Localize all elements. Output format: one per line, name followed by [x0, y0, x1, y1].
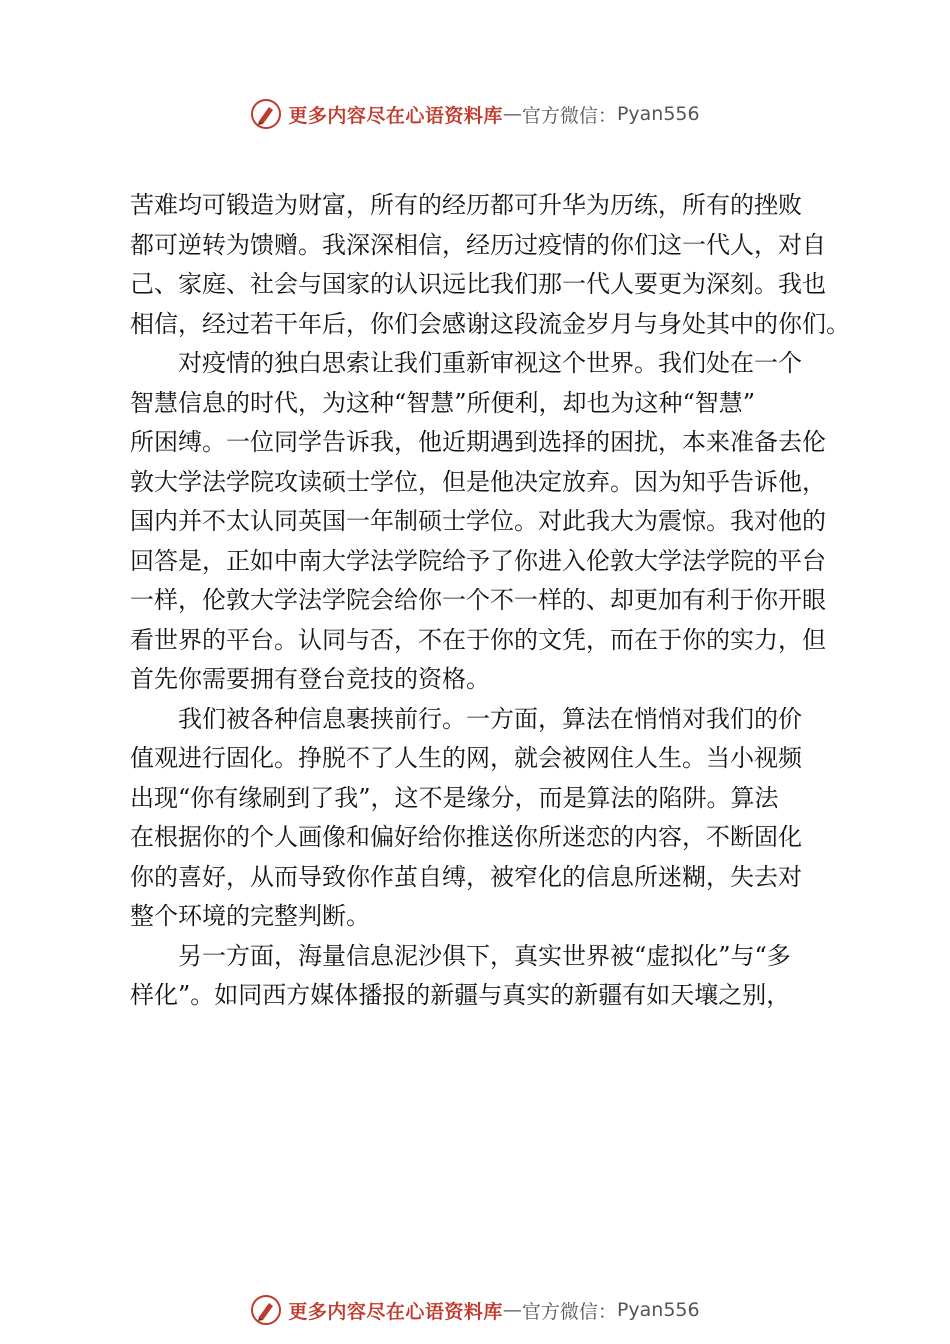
text-line: 看世界的平台。认同与否，不在于你的文凭，而在于你的实力，但 — [130, 625, 826, 654]
text-line: 回答是，正如中南大学法学院给予了你进入伦敦大学法学院的平台 — [130, 546, 826, 575]
pen-nib-icon — [250, 98, 282, 130]
text-line: 都可逆转为馈赠。我深深相信，经历过疫情的你们这一代人，对自 — [130, 230, 826, 259]
text-line: 整个环境的完整判断。 — [130, 902, 370, 930]
paragraph-start-line: 另一方面，海量信息泥沙俱下，真实世界被“虚拟化”与“多 — [178, 941, 791, 970]
paragraph-start-line: 对疫情的独白思索让我们重新审视这个世界。我们处在一个 — [178, 349, 802, 377]
text-line: 敦大学法学院攻读硕士学位，但是他决定放弃。因为知乎告诉他， — [130, 467, 826, 496]
text-line: 己、家庭、社会与国家的认识远比我们那一代人要更为深刻。我也 — [130, 270, 826, 298]
wechat-id: Pyan556 — [616, 103, 700, 125]
text-line: 在根据你的个人画像和偏好给你推送你所迷恋的内容，不断固化 — [130, 823, 802, 851]
text-line: 所困缚。一位同学告诉我，他近期遇到选择的困扰，本来准备去伦 — [130, 428, 826, 456]
text-line: 样化”。如同西方媒体播报的新疆与真实的新疆有如天壤之别， — [130, 981, 791, 1009]
footer-banner — [0, 1290, 950, 1330]
separator-dash: — — [502, 103, 522, 125]
text-line: 值观进行固化。挣脱不了人生的网，就会被网住人生。当小视频 — [130, 744, 802, 772]
pen-nib-icon — [250, 1294, 282, 1326]
text-line: 苦难均可锻造为财富，所有的经历都可升华为历练，所有的挫败 — [130, 191, 802, 219]
official-label: 官方微信： — [521, 104, 617, 127]
text-line: 你的喜好，从而导致你作茧自缚，被窄化的信息所迷糊，失去对 — [130, 862, 802, 891]
wechat-id: Pyan556 — [616, 1299, 700, 1321]
text-line: 国内并不太认同英国一年制硕士学位。对此我大为震惊。我对他的 — [130, 507, 826, 535]
separator-dash: — — [502, 1299, 522, 1321]
text-line: 出现“你有缘刷到了我”，这不是缘分，而是算法的陷阱。算法 — [130, 783, 779, 812]
text-line: 一样，伦敦大学法学院会给你一个不一样的、却更加有利于你开眼 — [130, 586, 826, 614]
brand-text: 更多内容尽在心语资料库 — [288, 1300, 503, 1323]
text-line: 相信，经过若干年后，你们会感谢这段流金岁月与身处其中的你们。 — [130, 309, 850, 338]
brand-text: 更多内容尽在心语资料库 — [288, 104, 503, 127]
text-line: 智慧信息的时代，为这种“智慧”所便利，却也为这种“智慧” — [130, 388, 756, 417]
official-label: 官方微信： — [521, 1300, 617, 1323]
text-line: 首先你需要拥有登台竞技的资格。 — [130, 665, 490, 693]
paragraph-start-line: 我们被各种信息裹挟前行。一方面，算法在悄悄对我们的价 — [178, 704, 802, 733]
document-body — [130, 186, 850, 1016]
header-banner — [0, 94, 950, 134]
